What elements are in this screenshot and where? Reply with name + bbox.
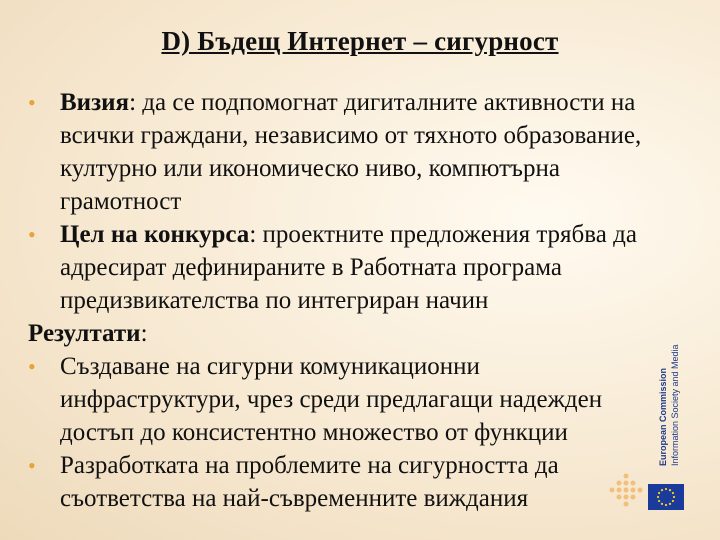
bullet-bold-label: Цел на конкурса — [60, 221, 250, 248]
slide-content — [28, 86, 698, 515]
bullet-result-1 — [28, 350, 698, 449]
results-heading — [28, 317, 698, 350]
bullet-vision — [28, 86, 698, 218]
bullet-line: Разработката на проблемите на сигурността да — [60, 452, 559, 479]
slide-title: D) Бъдещ Интернет – сигурност — [161, 26, 559, 56]
bullet-line — [60, 86, 698, 119]
bullet-line: Създаване на сигурни комуникационни — [60, 353, 480, 380]
bullet-line: инфраструктури, чрез среди предлагащи надежден — [60, 386, 603, 413]
bullet-marker-icon: • — [28, 90, 36, 115]
ec-logo-line1: European Commission — [658, 367, 668, 466]
bullet-goal — [28, 218, 698, 317]
bullet-line: достъп до консистентно множество от функции — [60, 419, 568, 446]
bullet-line: адресират дефинираните в Работната програма — [60, 254, 562, 281]
results-heading-colon: : — [140, 320, 148, 347]
bullet-line: съответства на най-съвременните виждания — [60, 485, 529, 512]
bullet-bold-label: Визия — [60, 89, 130, 116]
bullet-text: : проектните предложения трябва да — [249, 221, 637, 248]
bullet-text: : да се подпомогнат дигиталните активности на — [129, 89, 636, 116]
ec-logo — [658, 344, 698, 476]
bullet-result-2 — [28, 449, 698, 515]
bullet-line — [60, 218, 698, 251]
bullet-marker-icon: • — [28, 354, 36, 379]
bullet-line: културно или икономическо ниво, компютърна — [60, 155, 560, 182]
bullet-line: грамотност — [60, 188, 182, 215]
bullet-marker-icon: • — [28, 222, 36, 247]
bullet-marker-icon: • — [28, 453, 36, 478]
decorative-dots-icon — [606, 470, 646, 520]
bullet-line: предизвикателства по интегриран начин — [60, 287, 489, 314]
bullet-line: всички граждани, независимо от тяхното образование, — [60, 122, 642, 149]
ec-logo-line2: Information Society and Media — [670, 344, 680, 466]
eu-flag-icon — [648, 484, 684, 510]
results-heading-text: Резултати — [28, 320, 141, 347]
